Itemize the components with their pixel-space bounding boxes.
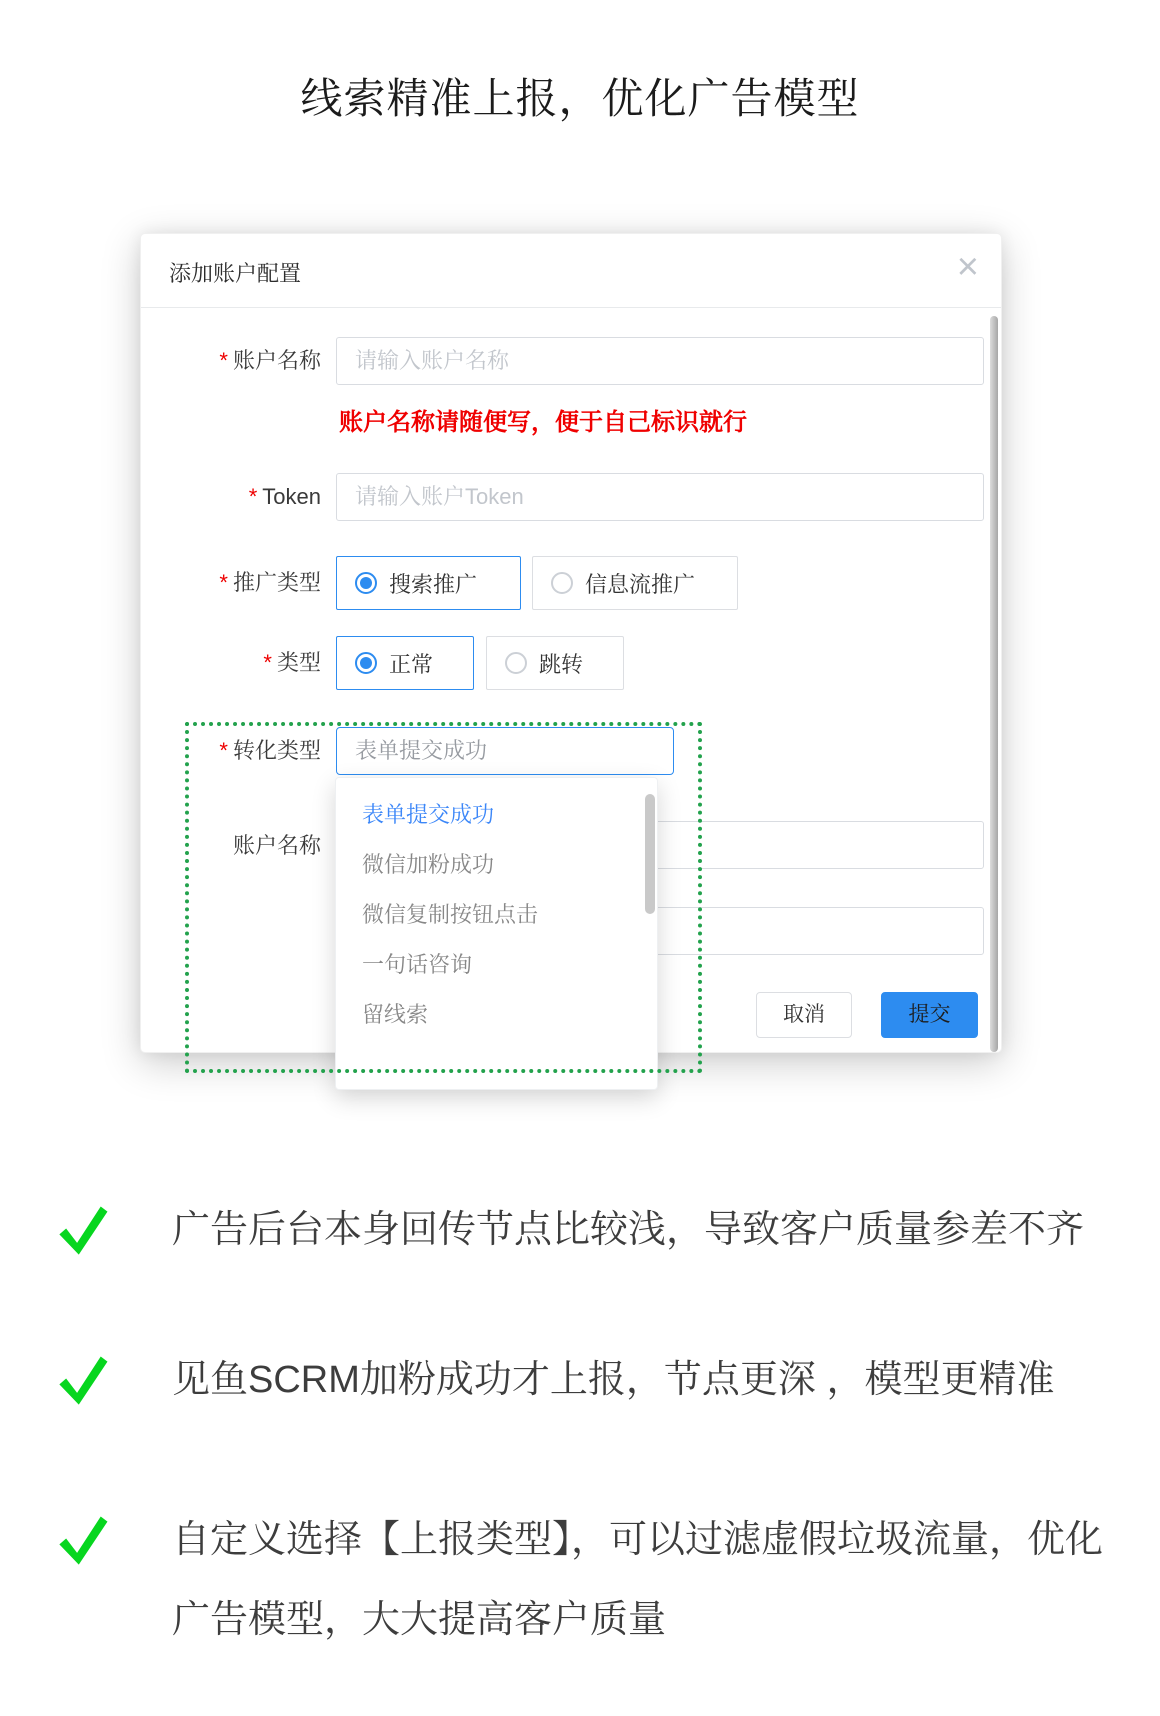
radio-selected-icon (355, 572, 377, 594)
account-name-bg-label: 账户名称 (232, 833, 321, 858)
modal-title: 添加账户配置 (169, 261, 302, 286)
conversion-type-label: * 转化类型 (219, 738, 321, 763)
dropdown-scrollbar[interactable] (645, 794, 655, 914)
required-mark: * (219, 570, 228, 595)
dropdown-item-one-sentence[interactable]: 一句话咨询 (362, 952, 473, 977)
radio-normal[interactable] (336, 636, 474, 690)
close-icon[interactable]: × (956, 246, 979, 288)
checkmark-icon (56, 1513, 110, 1569)
type-label: * 类型 (263, 650, 321, 675)
required-mark: * (263, 650, 272, 675)
cancel-button[interactable]: 取消 (756, 992, 852, 1038)
radio-label: 跳转 (539, 651, 584, 677)
checkmark-icon (56, 1353, 110, 1409)
modal-scrollbar[interactable] (990, 316, 998, 1052)
account-name-input[interactable] (336, 337, 984, 385)
bullet-text: 自定义选择【上报类型】，可以过滤虚假垃圾流量，优化广告模型，大大提高客户质量 (172, 1519, 1104, 1641)
radio-jump[interactable] (486, 636, 624, 690)
token-input[interactable] (336, 473, 984, 521)
radio-unselected-icon (505, 652, 527, 674)
dropdown-item-wechat-follow[interactable]: 微信加粉成功 (362, 852, 495, 877)
token-label: * Token (248, 484, 321, 509)
page-title: 线索精准上报，优化广告模型 (300, 75, 860, 122)
radio-label: 搜索推广 (389, 571, 478, 597)
required-mark: * (248, 484, 258, 509)
radio-selected-icon (355, 652, 377, 674)
radio-label: 正常 (389, 651, 434, 677)
conversion-type-select[interactable]: 表单提交成功 (336, 727, 674, 775)
checkmark-icon (56, 1203, 110, 1259)
dropdown-list (336, 778, 657, 1040)
required-mark: * (219, 348, 228, 373)
radio-unselected-icon (551, 572, 573, 594)
account-name-label: * 账户名称 (219, 348, 321, 373)
conversion-type-dropdown (335, 777, 658, 1090)
radio-label: 信息流推广 (585, 571, 696, 597)
dropdown-item-leave-lead[interactable]: 留线索 (362, 1002, 429, 1027)
radio-feed-promotion[interactable] (532, 556, 738, 610)
submit-button[interactable]: 提交 (881, 992, 978, 1038)
promotion-type-label: * 推广类型 (219, 570, 321, 595)
dropdown-item-form-submit[interactable]: 表单提交成功 (362, 802, 495, 827)
dropdown-item-wechat-copy-click[interactable]: 微信复制按钮点击 (362, 902, 539, 927)
modal-header (141, 234, 1001, 308)
account-name-hint: 账户名称请随便写，便于自己标识就行 (339, 409, 747, 436)
radio-search-promotion[interactable] (336, 556, 521, 610)
required-mark: * (219, 738, 228, 763)
bullet-text: 广告后台本身回传节点比较浅，导致客户质量参差不齐 (172, 1209, 1085, 1251)
bullet-text: 见鱼SCRM加粉成功才上报，节点更深 ，模型更精准 (172, 1359, 1055, 1401)
